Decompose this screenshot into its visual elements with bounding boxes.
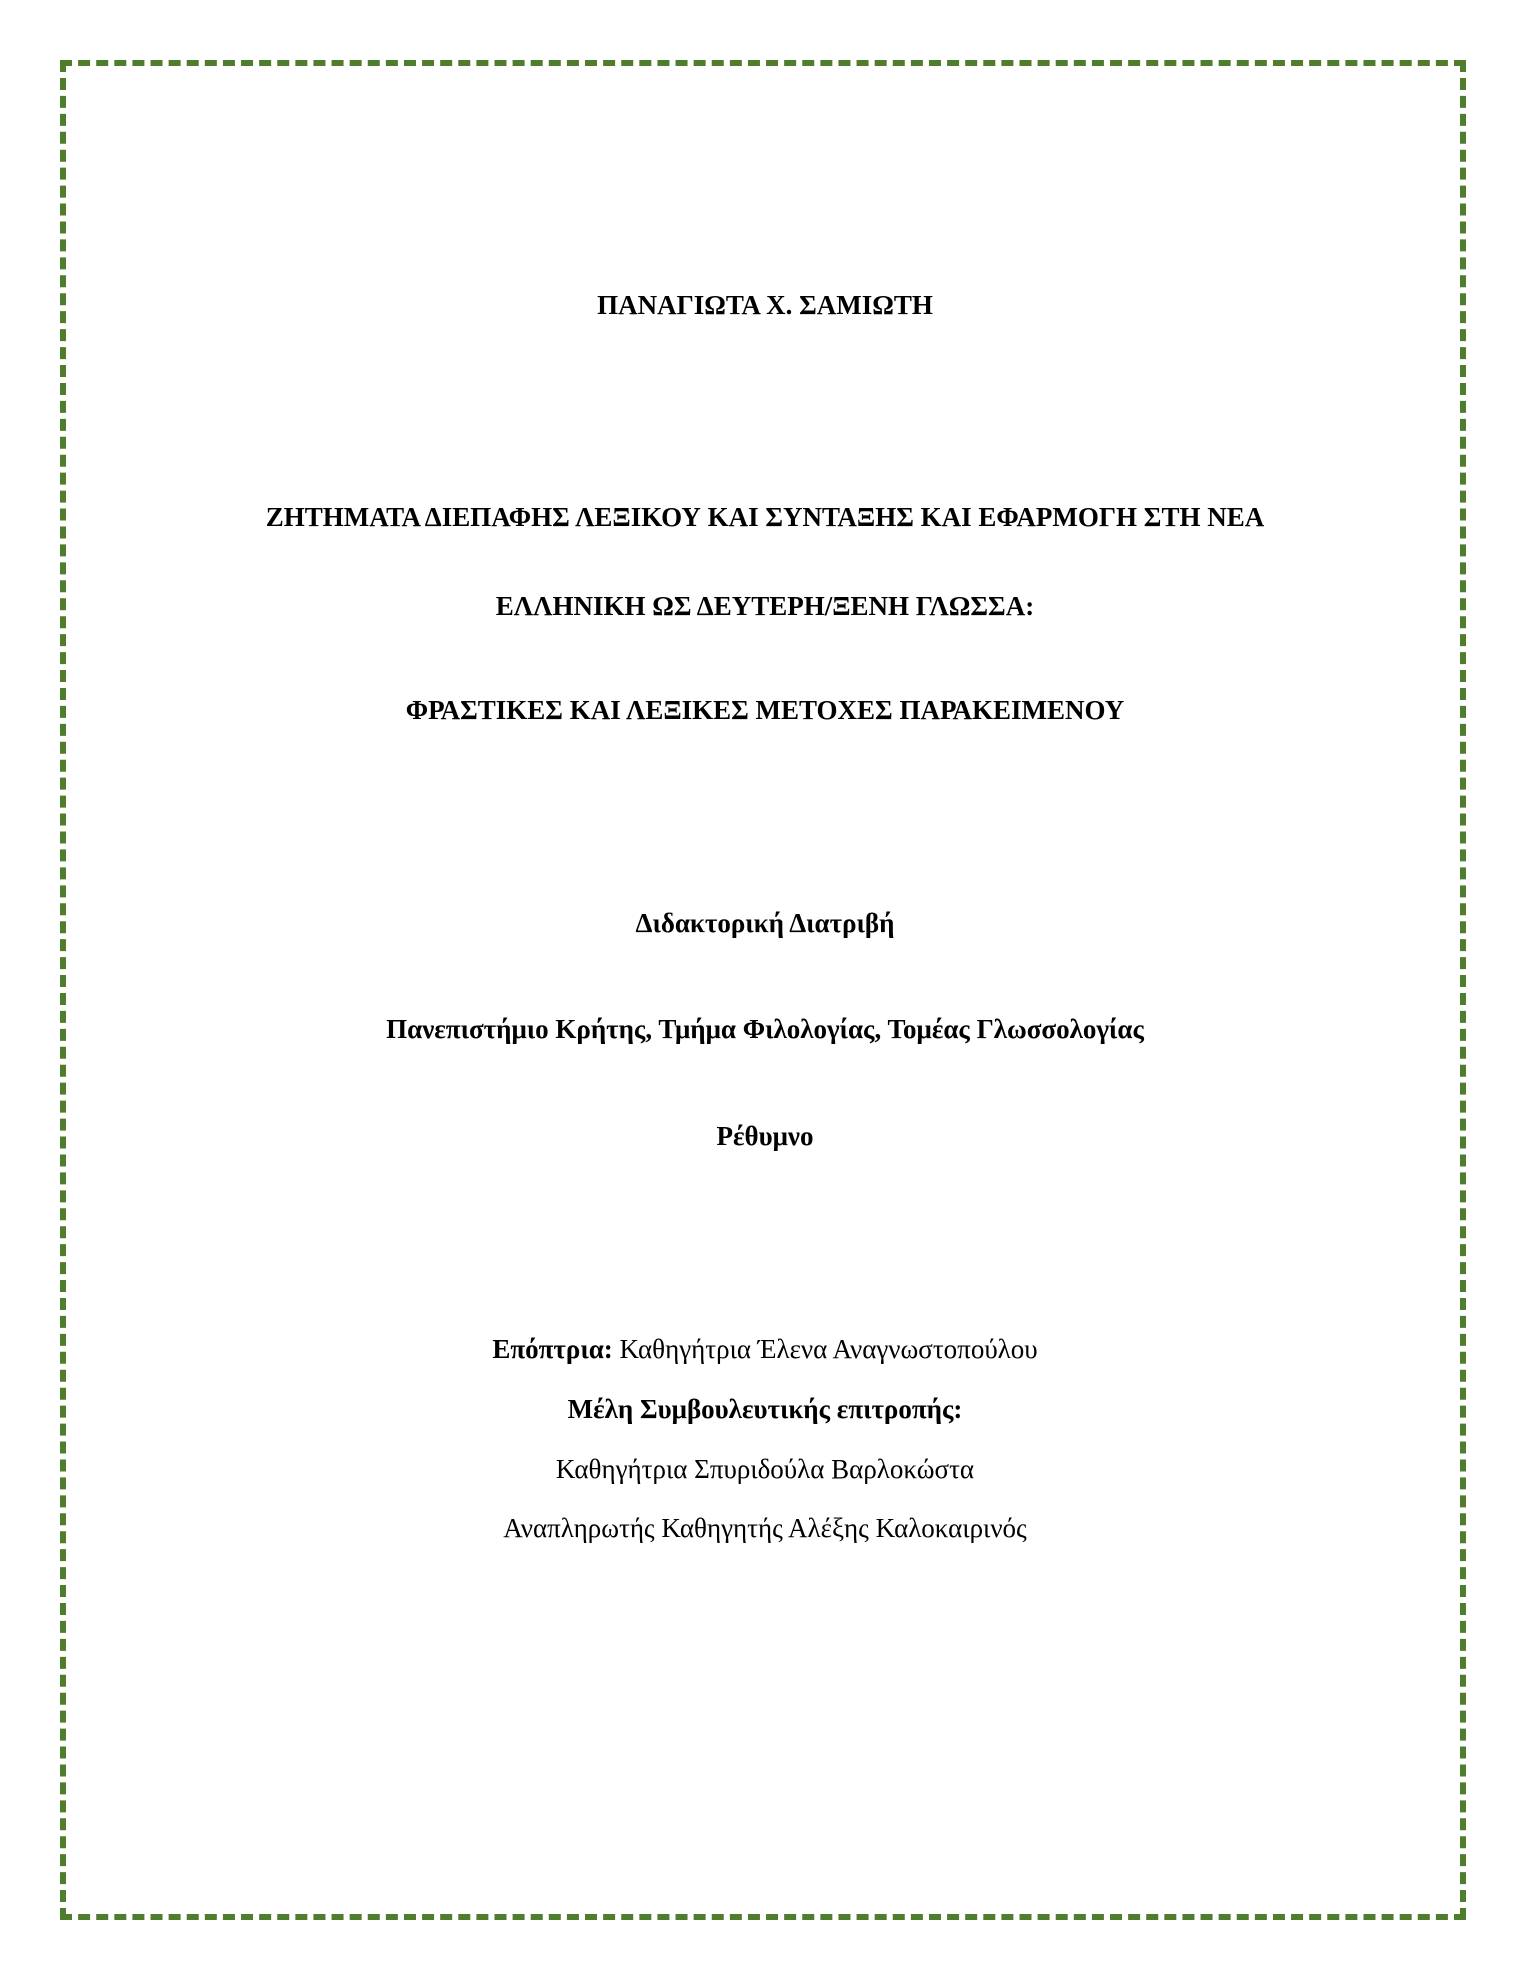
title-line-1: ΖΗΤΗΜΑΤΑ ΔΙΕΠΑΦΗΣ ΛΕΞΙΚΟΥ ΚΑΙ ΣΥΝΤΑΞΗΣ ΚΑΙ ΕΦΑΡΜΟΓΗ ΣΤΗ ΝΕΑ: [265, 502, 1265, 532]
document-type: Διδακτορική Διατριβή: [635, 908, 895, 938]
committee-member-2: Αναπληρωτής Καθηγητής Αλέξης Καλοκαιρινός: [503, 1513, 1027, 1543]
title-line-3: ΦΡΑΣΤΙΚΕΣ ΚΑΙ ΛΕΞΙΚΕΣ ΜΕΤΟΧΕΣ ΠΑΡΑΚΕΙΜΕΝΟΥ: [405, 695, 1125, 725]
city: Ρέθυμνο: [716, 1121, 814, 1151]
title-line-2: ΕΛΛΗΝΙΚΗ ΩΣ ΔΕΥΤΕΡΗ/ΞΕΝΗ ΓΛΩΣΣΑ:: [495, 591, 1035, 621]
supervisor-line: [0, 1332, 1530, 1366]
committee-label: Μέλη Συμβουλευτικής επιτροπής:: [567, 1394, 963, 1424]
committee-member-1: Καθηγήτρια Σπυριδούλα Βαρλοκώστα: [555, 1454, 975, 1484]
supervisor-label: Επόπτρια:: [492, 1334, 613, 1364]
page-border-dashed: [60, 60, 1466, 1920]
supervisor-name: Καθηγήτρια Έλενα Αναγνωστοπούλου: [612, 1334, 1038, 1364]
author-name: ΠΑΝΑΓΙΩΤΑ Χ. ΣΑΜΙΩΤΗ: [597, 290, 933, 320]
institution: Πανεπιστήμιο Κρήτης, Τμήμα Φιλολογίας, Τομέας Γλωσσολογίας: [386, 1014, 1144, 1044]
